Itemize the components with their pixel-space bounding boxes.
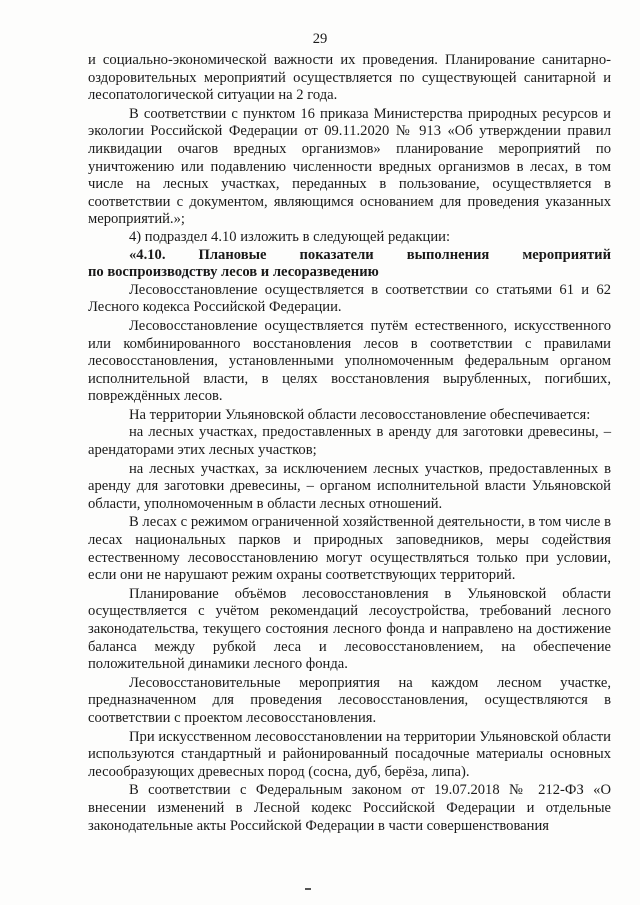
paragraph-7: на лесных участках, предоставленных в аренду для заготовки древесины, – арендаторами этих лесных участков; bbox=[88, 424, 611, 459]
paragraph-6: На территории Ульяновской области лесовосстановление обеспечивается: bbox=[129, 406, 591, 423]
paragraph-8: на лесных участках, за исключением лесных участков, предоставленных в аренду для заготовки древесины, – органом исполнительной власти Ульяновской области, уполномоченным в области лесных отношений. bbox=[88, 460, 611, 512]
section-heading-line-2: по воспроизводству лесов и лесоразведению bbox=[88, 264, 379, 281]
section-heading-line-1 bbox=[88, 247, 611, 265]
section-number: «4.10. bbox=[129, 246, 166, 263]
paragraph-3: 4) подраздел 4.10 изложить в следующей редакции: bbox=[129, 228, 451, 245]
paragraph-10: Планирование объёмов лесовосстановления в Ульяновской области осуществляется с учётом рекомендаций лесоустройства, требований лесного законодательства, текущего состояния лесного фонда и направлено на достижение баланса между рубкой леса и лесовосстановлением, на обеспечение положительной динамики лесного фонда. bbox=[88, 585, 611, 673]
document-body bbox=[88, 52, 611, 835]
paragraph-2: В соответствии с пунктом 16 приказа Министерства природных ресурсов и экологии Российской Федерации от 09.11.2020 № 913 «Об утверждении правил ликвидации очагов вредных организмов» планирование мероприятий по уничтожению или подавлению численности вредных организмов в лесах, в том числе на лесных участках, переданных в пользование, осуществляется в соответствии с документом, являющимся основанием для проведения указанных мероприятий.»; bbox=[88, 105, 611, 228]
heading-word: показатели bbox=[299, 246, 374, 263]
heading-word: выполнения bbox=[406, 246, 490, 263]
paragraph-1: и социально-экономической важности их проведения. Планирование санитарно-оздоровительных мероприятий осуществляется по существующей санитарной и лесопатологической ситуации на 2 года. bbox=[88, 52, 611, 104]
scan-mark bbox=[305, 888, 311, 890]
page-number: 29 bbox=[312, 31, 328, 47]
paragraph-11: Лесовосстановительные мероприятия на каждом лесном участке, предназначенном для проведения лесовосстановления, осуществляются в соответствии с проектом лесовосстановления. bbox=[88, 674, 611, 726]
heading-word: Плановые bbox=[198, 246, 267, 263]
heading-word: мероприятий bbox=[522, 246, 611, 263]
section-heading bbox=[88, 247, 611, 282]
paragraph-13: В соответствии с Федеральным законом от 19.07.2018 № 212-ФЗ «О внесении изменений в Лесной кодекс Российской Федерации и отдельные законодательные акты Российской Федерации в части совершенствования bbox=[88, 782, 611, 834]
paragraph-12: При искусственном лесовосстановлении на территории Ульяновской области используются стандартный и районированный посадочные материалы основных лесообразующих древесных пород (сосна, дуб, берёза, липа). bbox=[88, 728, 611, 780]
paragraph-5: Лесовосстановление осуществляется путём естественного, искусственного или комбинированного восстановления лесов в соответствии с правилами лесовосстановления, установленными уполномоченным федеральным органом исполнительной власти, в целях восстановления вырубленных, погибших, повреждённых лесов. bbox=[88, 317, 611, 405]
paragraph-4: Лесовосстановление осуществляется в соответствии со статьями 61 и 62 Лесного кодекса Российской Федерации. bbox=[88, 281, 611, 316]
paragraph-9: В лесах с режимом ограниченной хозяйственной деятельности, в том числе в лесах национальных парков и природных заповедников, меры содействия естественному лесовосстановлению могут осуществляться только при условии, если они не нарушают режим охраны соответствующих территорий. bbox=[88, 514, 611, 584]
